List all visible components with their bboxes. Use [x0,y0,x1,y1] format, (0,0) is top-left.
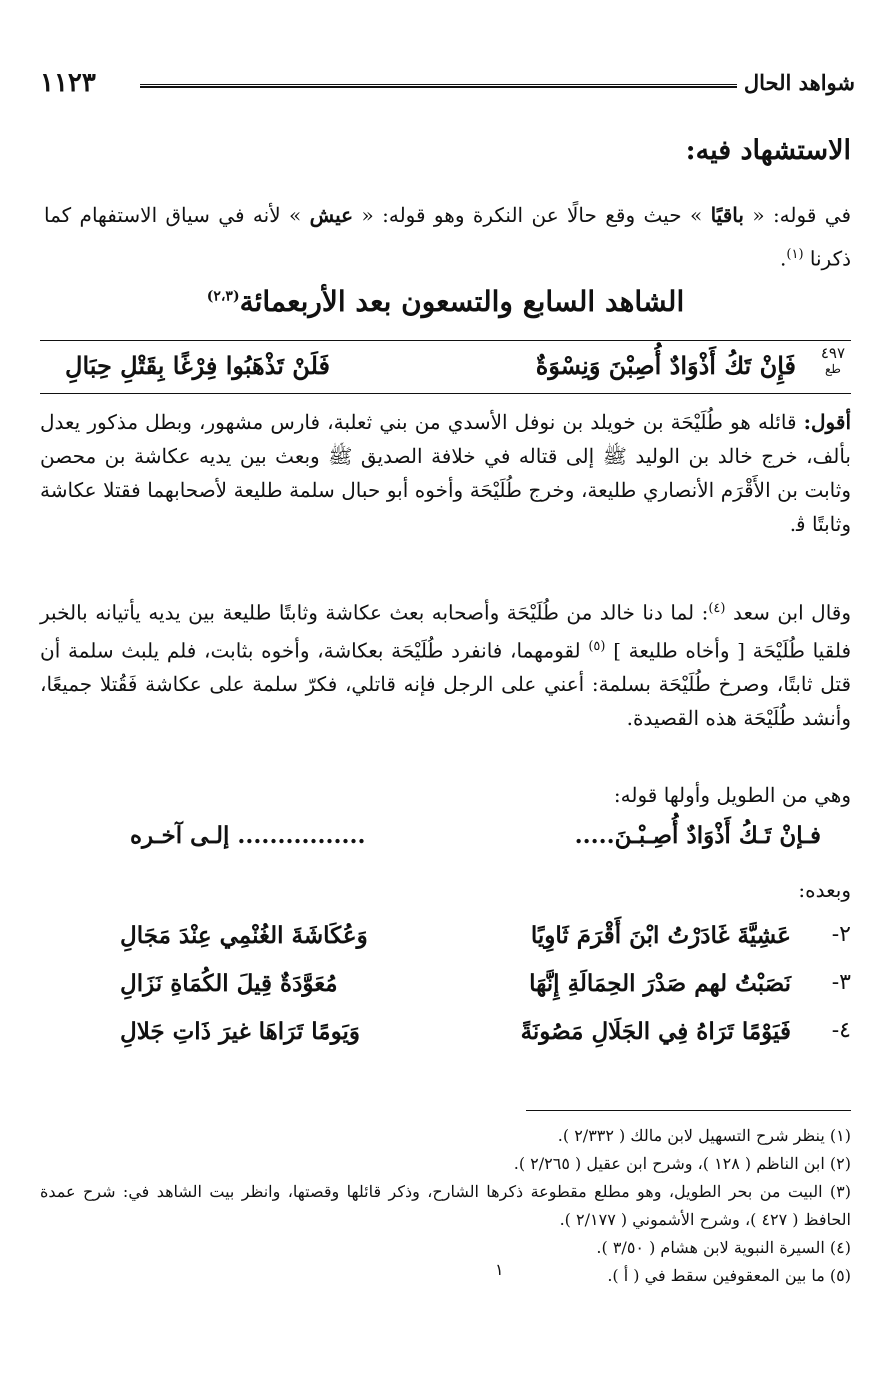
footnote-ref: (١) [786,247,804,262]
verse-hemistich-2: فَلَنْ تَذْهَبُوا فِرْغًا بِقَتْلِ حِبَالِ [65,351,330,380]
poem-first-hemistich-1: فـإنْ تَـكُ أَذْوَادٌ أُصِـبْـنَ..... [574,822,821,849]
section-heading: الاستشهاد فيه: [685,135,851,166]
stray-mark: ١ [495,1260,504,1279]
paragraph-2-text-3: لقومهما، فانفرد طُلَيْحَة بعكاشة، وأخوه بثابت، فلم يلبث سلمة أن قتل ثابتًا، وصرخ طُلَيْحَة بسلمة: أعني على الرجل فإنه قاتلي، فكرّ سلمة على عكاشة فَقُتلا جميعًا، وأنشد طُلَيْحَة هذه القصيدة. [40,638,852,731]
footnotes [40,1122,851,1290]
intro-paragraph [44,195,851,279]
witness-title [0,285,891,318]
poem-hemistich-2: وَيَومًا تَرَاهَا غيرَ ذَاتِ جَلالِ [120,1018,360,1045]
poem-first-line [40,822,851,862]
footnote-divider [526,1110,851,1111]
intro-end: . [780,246,787,271]
poem-hemistich-1: عَشِيَّةَ غَادَرْتُ ابْنَ أَقْرَمَ ثَاوِيًا [530,922,791,949]
intro-text-2: » حيث وقع حالًا عن النكرة وهو قوله: « [361,203,703,227]
header-title: شواهد الحال [743,70,855,95]
intro-text-1: في قوله: « [752,203,852,227]
verse-number-value: ٤٩٧ [820,344,845,362]
poem-hemistich-2: مُعَوَّدَةٌ قِيلَ الكُمَاةِ نَزَالِ [120,970,338,997]
intro-text-3: » لأنه في سياق الاستفهام كما ذكرنا [44,203,851,271]
header-rule [140,84,737,88]
poem-hemistich-1: فَيَوْمًا تَرَاهُ فِي الجَلَالِ مَصُونَةً [520,1018,791,1045]
footnote-ref-4: (٤) [708,601,726,616]
paragraph-2-text-1: وقال ابن سعد [732,600,852,625]
paragraph-3: وهي من الطويل وأولها قوله: [613,783,851,807]
witness-title-text: الشاهد السابع والتسعون بعد الأربعمائة [239,285,685,318]
poem-line-number: ٢- [831,922,851,947]
verse-number [821,345,845,377]
page-number: ١١٢٣ [40,68,96,98]
footnote-3: (٣) البيت من بحر الطويل، وهو مطلع مقطوعة ذكرها الشارح، وذكر قائلها وقصتها، وانظر بيت الشاهد في: شرح عمدة الحافظ ( ٤٢٧ )، وشرح الأشموني ( ٢/١٧٧ ). [40,1182,851,1229]
poem-first-hemistich-2: ................ إلـى آخـره [130,822,366,849]
running-header [40,70,855,100]
witness-title-ref: (٢،٣) [206,288,240,305]
footnote-4: (٤) السيرة النبوية لابن هشام ( ٣/٥٠ ). [596,1238,851,1257]
poem-hemistich-1: نَصَبْتُ لهم صَدْرَ الحِمَالَةِ إِنَّهَا [529,970,791,997]
footnote-2: (٢) ابن الناظم ( ١٢٨ )، وشرح ابن عقيل ( ٢/٢٦٥ ). [513,1154,851,1173]
paragraph-1 [40,405,851,541]
intro-keyword-1: باقيًا [710,203,744,227]
verse-hemistich-1: فَإِنْ تَكُ أَذْوَادٌ أُصِبْنَ وَنِسْوَةٌ [535,351,796,380]
verse-code: طع [824,362,841,376]
paragraph-1-lead: أقول: [803,410,852,434]
poem-line [40,970,851,1010]
after-label: وبعده: [798,878,851,902]
poem-line-number: ٣- [831,970,851,995]
footnote-5: (٥) ما بين المعقوفين سقط في ( أ ). [607,1266,851,1285]
paragraph-2 [40,592,851,735]
poem-line [40,922,851,962]
poem-line-number: ٤- [831,1018,851,1043]
footnote-ref-5: (٥) [588,638,606,654]
footnote-1: (١) ينظر شرح التسهيل لابن مالك ( ٢/٣٣٢ ). [557,1126,851,1145]
paragraph-2-text-2: : لما دنا خالد من طُلَيْحَة وأصحابه بعث عكاشة وثابتًا طليعة بين يديه يأتيانه بالخبر فلقيا طُلَيْحَة [ وأخاه طليعة ] [40,600,852,663]
poem-hemistich-2: وَعُكَاشَةَ الغُنْمِي عِنْدَ مَجَالِ [120,922,368,949]
poem-line [40,1018,851,1058]
paragraph-1-text: قائله هو طُلَيْحَة بن خويلد بن نوفل الأسدي من بني ثعلبة، فارس مشهور، وبطل مذكور يعدل بألف، خرج خالد بن الوليد ﷺ إلى قتاله في خلافة الصديق ﷺ وبعث بين يديه عكاشة بن محصن وثابت بن الأَقْرَم الأنصاري طليعة، وخرج طُلَيْحَة وأخوه أبو حبال سلمة طليعة لأصحابهما فقتلا عكاشة وثابتًا ﭬ. [40,410,851,536]
verse-box [40,340,851,394]
intro-keyword-2: عيش [309,203,354,227]
